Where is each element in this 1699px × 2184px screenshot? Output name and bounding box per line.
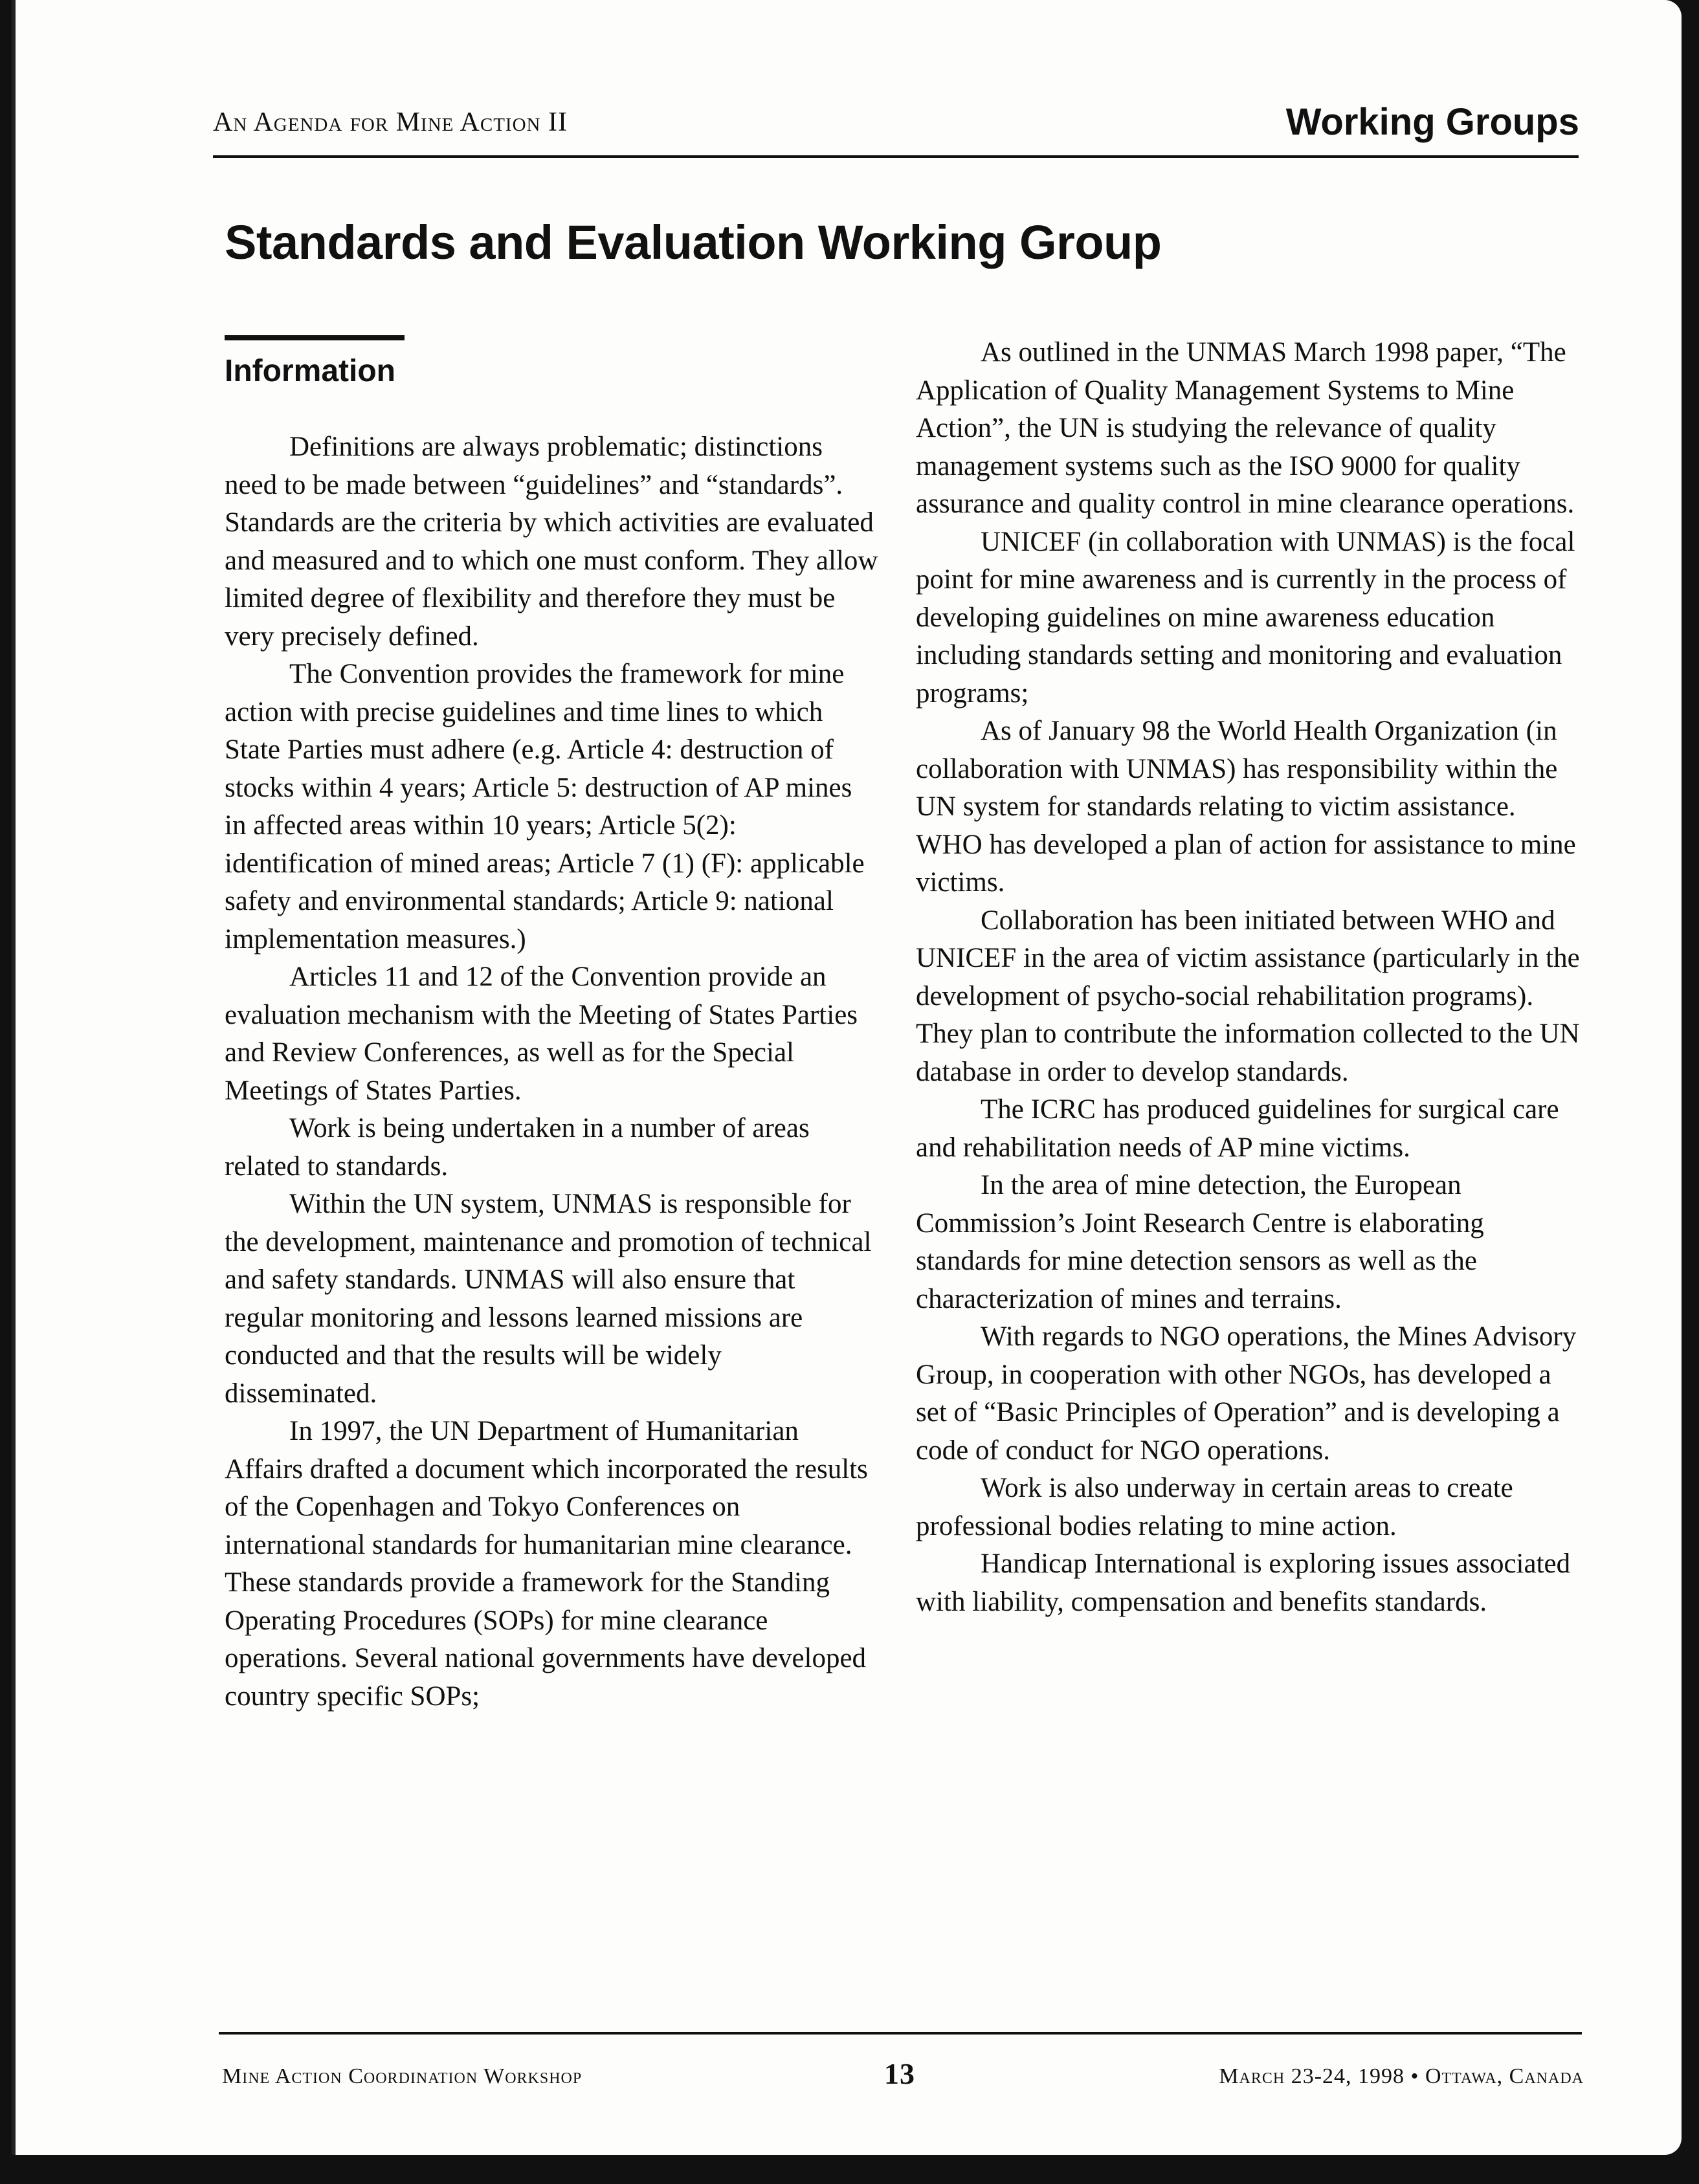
section-bar — [225, 335, 405, 340]
section-heading: Information — [225, 354, 395, 388]
paragraph: Collaboration has been initiated between WHO and UNICEF in the area of victim assistance (particularly in the development of psycho-social rehabilitation programs). They plan to contribute the information collected to the UN database in order to develop standards. — [916, 905, 1580, 1087]
right-column — [916, 334, 1582, 1621]
paragraph: As of January 98 the World Health Organization (in collaboration with UNMAS) has responsibility within the UN system for standards relating to victim assistance. WHO has developed a plan of action for assistance to mine victims. — [916, 716, 1576, 898]
paragraph: UNICEF (in collaboration with UNMAS) is the focal point for mine awareness and is currently in the process of developing guidelines on mine awareness education including standards setting and monitoring and evaluation programs; — [916, 526, 1575, 709]
scan-edge — [12, 0, 16, 2155]
running-header-title: An Agenda for Mine Action II — [213, 107, 568, 137]
paragraph: In the area of mine detection, the European Commission’s Joint Research Centre is elaborating standards for mine detection sensors as well as the characterization of mines and terrains. — [916, 1170, 1484, 1314]
page-title: Standards and Evaluation Working Group — [225, 215, 1162, 269]
paragraph: Within the UN system, UNMAS is responsible for the development, maintenance and promotion of technical and safety standards. UNMAS will also ensure that regular monitoring and lessons learned missions are conducted and that the results will be widely disseminated. — [225, 1189, 872, 1409]
paragraph: Work is also underway in certain areas to create professional bodies relating to mine action. — [916, 1473, 1513, 1541]
header-rule — [213, 155, 1579, 158]
paragraph: With regards to NGO operations, the Mines Advisory Group, in cooperation with other NGOs, has developed a set of “Basic Principles of Operation” and is developing a code of conduct for NGO operations. — [916, 1321, 1577, 1466]
paragraph: The Convention provides the framework for mine action with precise guidelines and time lines to which State Parties must adhere (e.g. Article 4: destruction of stocks within 4 years; Article 5: destruction of AP mines in affected areas within 10 years; Article 5(2): identification of mined areas; Article 7 (1) (F): applicable safety and environmental standards; Article 9: national implementation measures.) — [225, 659, 865, 954]
paragraph: The ICRC has produced guidelines for surgical care and rehabilitation needs of AP mine victims. — [916, 1094, 1559, 1163]
footer-rule — [219, 2032, 1582, 2035]
paragraph: Definitions are always problematic; distinctions need to be made between “guidelines” and “standards”. Standards are the criteria by which activities are evaluated and measured and to which one must conform. They allow limited degree of flexibility and therefore they must be very precisely defined. — [225, 432, 878, 652]
paragraph: Handicap International is exploring issues associated with liability, compensation and benefits standards. — [916, 1549, 1571, 1617]
paragraph: In 1997, the UN Department of Humanitarian Affairs drafted a document which incorporated the results of the Copenhagen and Tokyo Conferences on international standards for humanitarian mine clearance. These standards provide a framework for the Standing Operating Procedures (SOPs) for mine clearance operations. Several national governments have developed country specific SOPs; — [225, 1416, 868, 1712]
paragraph: Articles 11 and 12 of the Convention provide an evaluation mechanism with the Meeting of States Parties and Review Conferences, as well as for the Special Meetings of States Parties. — [225, 962, 858, 1106]
left-column — [225, 428, 878, 1715]
footer-workshop: Mine Action Coordination Workshop — [222, 2064, 583, 2088]
paragraph: Work is being undertaken in a number of areas related to standards. — [225, 1113, 810, 1182]
running-header-section: Working Groups — [1285, 101, 1579, 143]
footer-date-location: March 23-24, 1998 • Ottawa, Canada — [1219, 2064, 1584, 2088]
paragraph: As outlined in the UNMAS March 1998 paper, “The Application of Quality Management Systems to Mine Action”, the UN is studying the relevance of quality management systems such as the ISO 9000 for quality assurance and quality control in mine clearance operations. — [916, 337, 1575, 519]
page-number: 13 — [884, 2057, 915, 2090]
